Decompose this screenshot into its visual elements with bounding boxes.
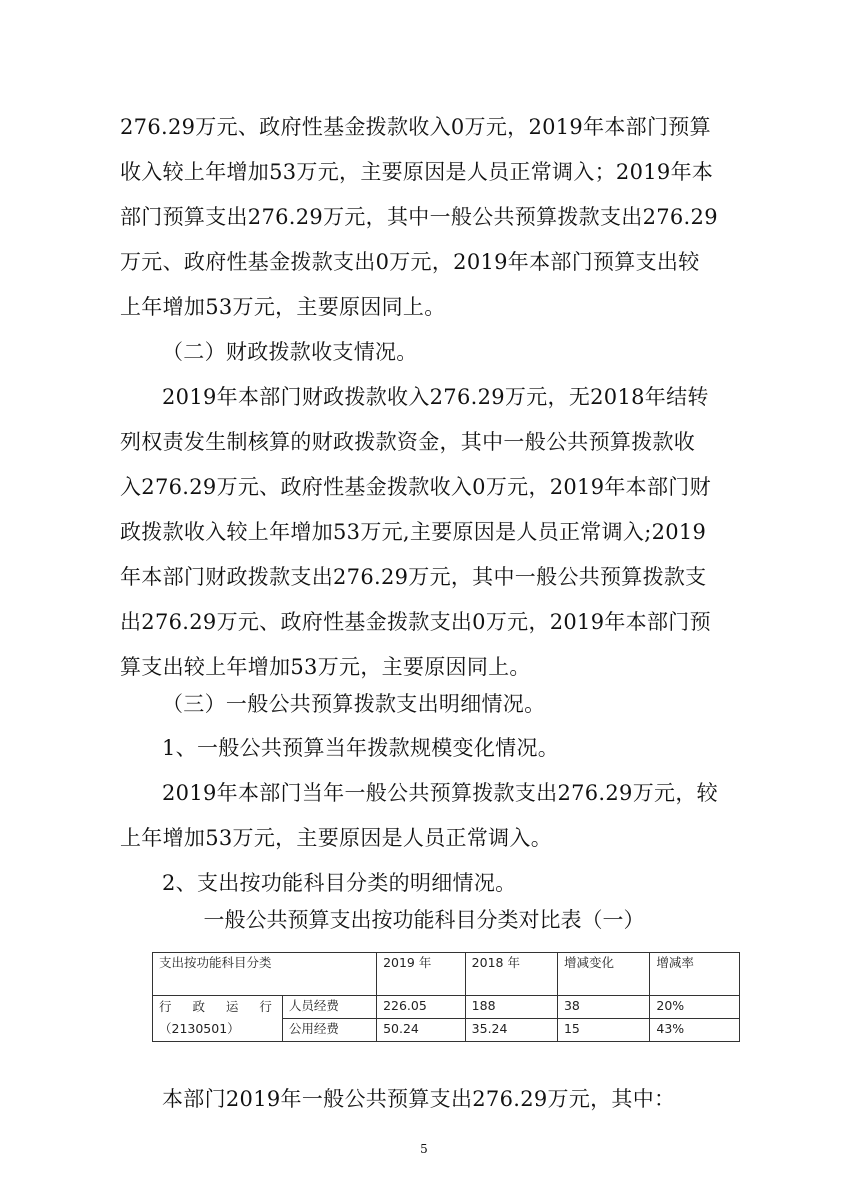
row-2018: 188 — [465, 996, 557, 1019]
paragraph-line: 2019年本部门当年一般公共预算拨款支出276.29万元，较 — [162, 781, 718, 805]
group-label: 行 政 运 行 — [159, 999, 272, 1014]
paragraph-line: 2019年本部门财政拨款收入276.29万元，无2018年结转 — [162, 385, 709, 409]
paragraph-line: 本部门2019年一般公共预算支出276.29万元，其中： — [162, 1087, 676, 1111]
row-2018: 35.24 — [465, 1019, 557, 1042]
header-change: 增减变化 — [557, 953, 649, 996]
paragraph-line: 上年增加53万元，主要原因是人员正常调入。 — [120, 826, 553, 850]
row-rate: 43% — [650, 1019, 740, 1042]
section-heading: （二）财政拨款收支情况。 — [162, 340, 418, 364]
row-change: 38 — [557, 996, 649, 1019]
group-label-cell — [153, 996, 283, 1042]
table-row — [153, 996, 740, 1019]
paragraph-line: 276.29万元、政府性基金拨款收入0万元，2019年本部门预算 — [120, 115, 711, 139]
group-code: （2130501） — [159, 1021, 240, 1036]
paragraph-line: 年本部门财政拨款支出276.29万元，其中一般公共预算拨款支 — [120, 565, 707, 589]
table-header-row — [153, 953, 740, 996]
header-category: 支出按功能科目分类 — [153, 953, 377, 996]
section-heading: （三）一般公共预算拨款支出明细情况。 — [162, 692, 546, 716]
function-category-table — [152, 952, 740, 1042]
paragraph-line: 万元、政府性基金拨款支出0万元，2019年本部门预算支出较 — [120, 250, 700, 274]
header-rate: 增减率 — [650, 953, 740, 996]
paragraph-line: 收入较上年增加53万元，主要原因是人员正常调入；2019年本 — [120, 160, 714, 184]
paragraph-line: 出276.29万元、政府性基金拨款支出0万元，2019年本部门预 — [120, 610, 711, 634]
paragraph-line: 政拨款收入较上年增加53万元,主要原因是人员正常调入;2019 — [120, 520, 707, 544]
subsection-heading: 2、支出按功能科目分类的明细情况。 — [162, 871, 517, 895]
paragraph-line: 算支出较上年增加53万元，主要原因同上。 — [120, 655, 531, 679]
header-2018: 2018 年 — [465, 953, 557, 996]
header-2019: 2019 年 — [377, 953, 466, 996]
paragraph-line: 上年增加53万元，主要原因同上。 — [120, 295, 446, 319]
subsection-heading: 1、一般公共预算当年拨款规模变化情况。 — [162, 736, 560, 760]
paragraph-line: 部门预算支出276.29万元，其中一般公共预算拨款支出276.29 — [120, 205, 718, 229]
row-change: 15 — [557, 1019, 649, 1042]
paragraph-line: 入276.29万元、政府性基金拨款收入0万元，2019年本部门财 — [120, 475, 711, 499]
paragraph-line: 列权责发生制核算的财政拨款资金，其中一般公共预算拨款收 — [120, 430, 696, 454]
row-item: 人员经费 — [282, 996, 376, 1019]
row-rate: 20% — [650, 996, 740, 1019]
page-number: 5 — [420, 1142, 428, 1156]
row-item: 公用经费 — [282, 1019, 376, 1042]
table-title: 一般公共预算支出按功能科目分类对比表（一） — [203, 908, 645, 932]
row-2019: 50.24 — [377, 1019, 466, 1042]
row-2019: 226.05 — [377, 996, 466, 1019]
